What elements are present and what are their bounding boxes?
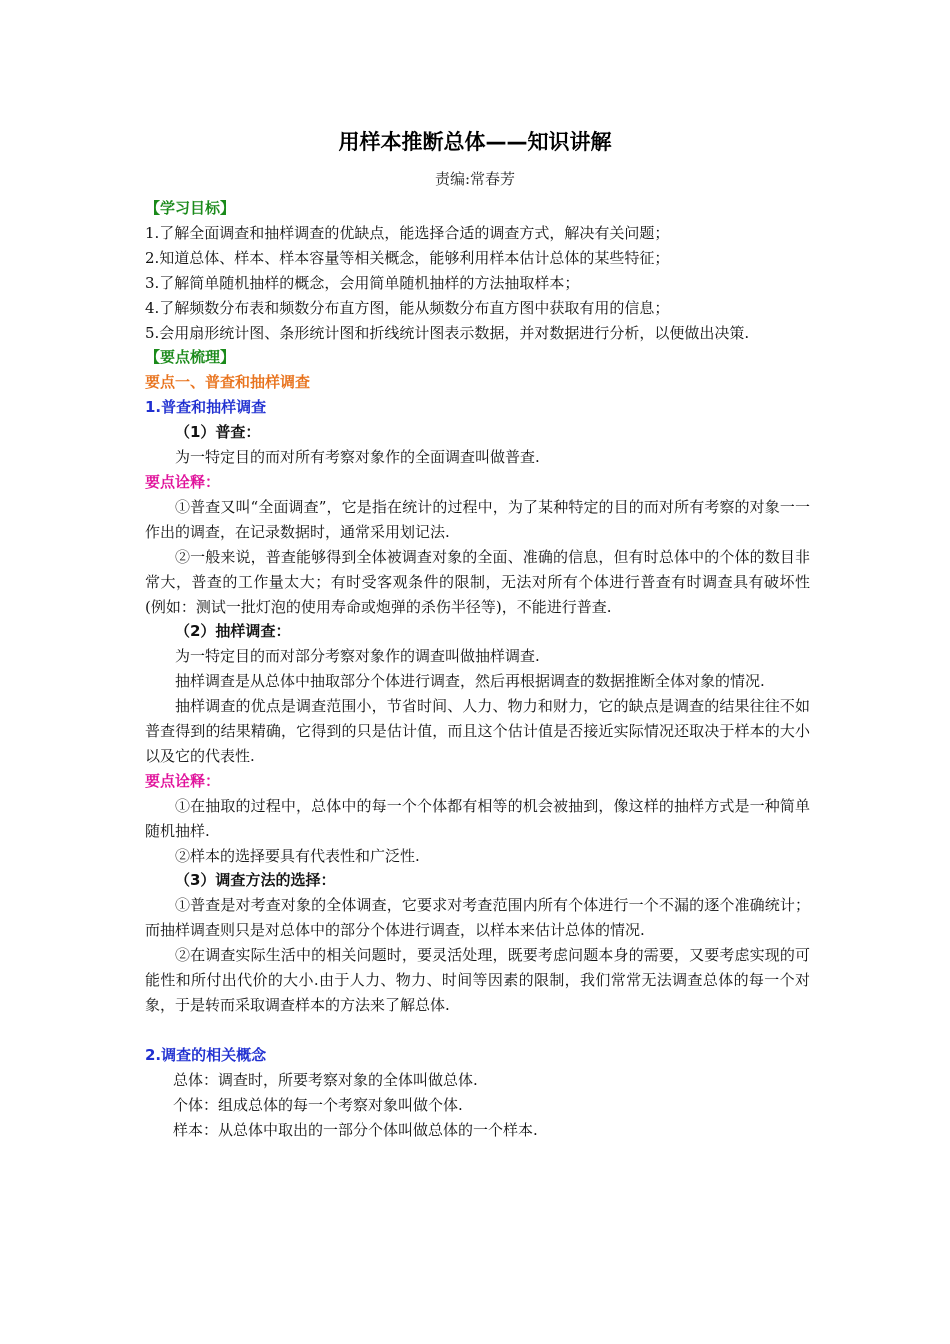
section-1-heading: 1.普查和抽样调查 <box>145 398 267 417</box>
definition-sample: 样本：从总体中取出的一部分个体叫做总体的一个样本. <box>173 1120 538 1139</box>
objective-item: 1.了解全面调查和抽样调查的优缺点，能选择合适的调查方式，解决有关问题； <box>145 223 670 242</box>
census-definition: 为一特定目的而对所有考察对象作的全面调查叫做普查. <box>175 448 540 467</box>
objective-item: 2.知道总体、样本、样本容量等相关概念，能够利用样本估计总体的某些特征； <box>145 248 670 267</box>
key-points-header: 【要点梳理】 <box>145 348 236 367</box>
sampling-note-1: ①在抽取的过程中，总体中的每一个个体都有相等的机会被抽到，像这样的抽样方式是一种简单随机抽样. <box>145 796 810 840</box>
sampling-definition: 为一特定目的而对部分考察对象作的调查叫做抽样调查. <box>175 647 540 666</box>
census-note-2: ②一般来说，普查能够得到全体被调查对象的全面、准确的信息，但有时总体中的个体的数目非常大，普查的工作量太大；有时受客观条件的限制，无法对所有个体进行普查有时调查具有破坏性(例如：测试一批灯泡的使用寿命或炮弹的杀伤半径等)，不能进行普查. <box>145 547 810 616</box>
page-title: 用样本推断总体——知识讲解 <box>338 130 612 154</box>
document-body <box>145 196 810 1142</box>
census-subheading: （1）普查： <box>175 423 261 442</box>
spacer <box>145 1018 810 1043</box>
note-label: 要点诠释： <box>145 472 221 491</box>
method-choice-subheading: （3）调查方法的选择： <box>175 871 336 890</box>
objective-item: 4.了解频数分布表和频数分布直方图，能从频数分布直方图中获取有用的信息； <box>145 298 670 317</box>
sampling-note-2: ②样本的选择要具有代表性和广泛性. <box>175 846 420 865</box>
editor-credit: 责编:常春芳 <box>434 170 516 188</box>
definition-individual: 个体：组成总体的每一个考察对象叫做个体. <box>173 1095 463 1114</box>
point-one-heading: 要点一、普查和抽样调查 <box>145 373 311 392</box>
sampling-paragraph-1: 抽样调查是从总体中抽取部分个体进行调查，然后再根据调查的数据推断全体对象的情况. <box>175 672 765 691</box>
method-choice-1: ①普查是对考查对象的全体调查，它要求对考查范围内所有个体进行一个不漏的逐个准确统计；而抽样调查则只是对总体中的部分个体进行调查，以样本来估计总体的情况. <box>145 896 810 940</box>
sampling-subheading: （2）抽样调查： <box>175 622 291 641</box>
method-choice-2: ②在调查实际生活中的相关问题时，要灵活处理，既要考虑问题本身的需要，又要考虑实现的可能性和所付出代价的大小.由于人力、物力、时间等因素的限制，我们常常无法调查总体的每一个对象，于是转而采取调查样本的方法来了解总体. <box>145 946 810 1014</box>
note-label: 要点诠释： <box>145 771 221 790</box>
sampling-paragraph-2: 抽样调查的优点是调查范围小，节省时间、人力、物力和财力，它的缺点是调查的结果往往不如普查得到的结果精确，它得到的只是估计值，而且这个估计值是否接近实际情况还取决于样本的大小以及它的代表性. <box>145 697 810 765</box>
objectives-header: 【学习目标】 <box>145 199 236 217</box>
objective-item: 5.会用扇形统计图、条形统计图和折线统计图表示数据，并对数据进行分析，以便做出决策. <box>145 323 750 342</box>
census-note-1: ①普查又叫“全面调查”，它是指在统计的过程中，为了某种特定的目的而对所有考察的对象一一作出的调查，在记录数据时，通常采用划记法. <box>145 497 810 541</box>
objective-item: 3.了解简单随机抽样的概念，会用简单随机抽样的方法抽取样本； <box>145 273 580 292</box>
definition-total: 总体：调查时，所要考察对象的全体叫做总体. <box>173 1070 478 1089</box>
section-2-heading: 2.调查的相关概念 <box>145 1045 267 1064</box>
